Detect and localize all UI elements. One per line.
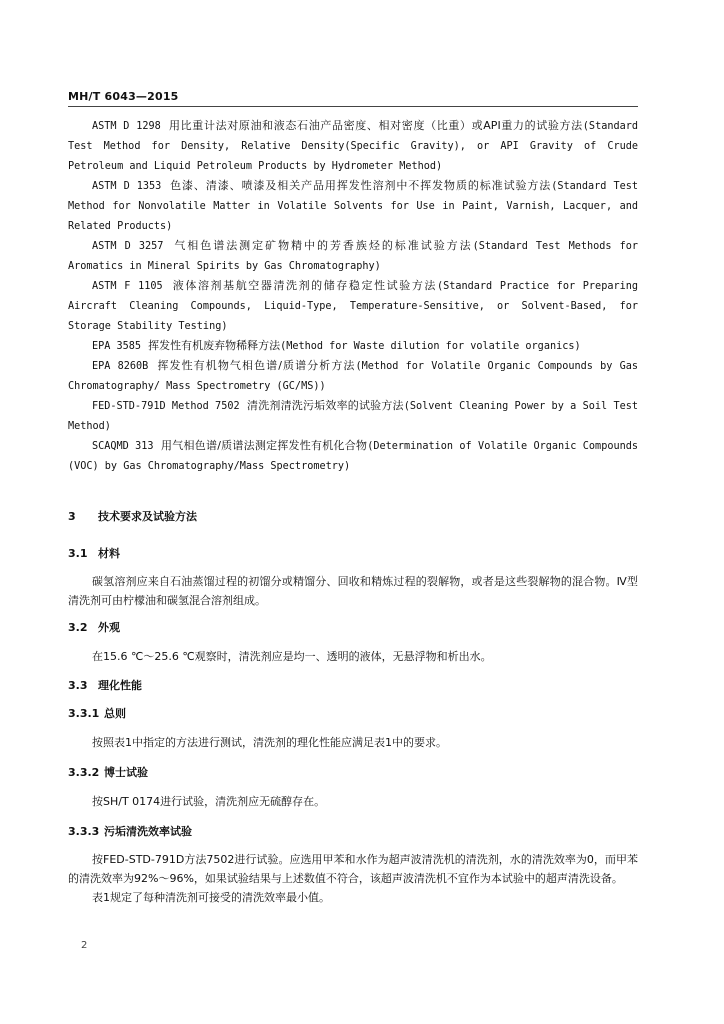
paragraph-table-reference: 表1规定了每种清洗剂可接受的清洗效率最小值。 bbox=[92, 891, 330, 904]
reference-item bbox=[68, 176, 638, 236]
section-number: 3.3 bbox=[68, 679, 88, 692]
reference-item bbox=[68, 436, 638, 476]
reference-code: EPA 3585 bbox=[92, 341, 142, 352]
section-title: 博士试验 bbox=[104, 766, 148, 779]
section-heading-3-3-1 bbox=[68, 704, 638, 723]
reference-code: SCAQMD 313 bbox=[92, 441, 154, 452]
reference-title-en: (Method for Volatile Organic Compounds by Gas Chromatography/ Mass Spectrometry (GC/MS)) bbox=[68, 361, 638, 392]
reference-title-en: (Standard Test Method for Density, Relative Density(Specific Gravity), or API Gravity of Crude Petroleum and Liquid Petroleum Products by Hydrometer Method) bbox=[68, 121, 638, 172]
section-number: 3.3.3 bbox=[68, 825, 100, 838]
reference-item bbox=[68, 276, 638, 336]
reference-item bbox=[68, 396, 638, 436]
normative-references-list bbox=[68, 116, 638, 476]
reference-code: FED-STD-791D Method 7502 bbox=[92, 401, 240, 412]
reference-code: EPA 8260B bbox=[92, 361, 149, 372]
reference-title-zh: 清洗剂清洗污垢效率的试验方法 bbox=[247, 399, 404, 412]
section-number: 3.3.2 bbox=[68, 766, 100, 779]
reference-title-zh: 挥发性有机物气相色谱/质谱分析方法 bbox=[157, 359, 356, 372]
section-heading-3 bbox=[68, 507, 638, 526]
reference-title-zh: 用比重计法对原油和液态石油产品密度、相对密度（比重）或API重力的试验方法 bbox=[169, 119, 583, 132]
reference-title-en: (Solvent Cleaning Power by a Soil Test Method) bbox=[68, 401, 639, 432]
header-divider bbox=[68, 106, 638, 107]
reference-item bbox=[68, 236, 638, 276]
section-number: 3.2 bbox=[68, 621, 88, 634]
reference-code: ASTM D 3257 bbox=[92, 241, 164, 252]
document-id-header: MH/T 6043—2015 bbox=[68, 90, 179, 103]
reference-title-zh: 用气相色谱/质谱法测定挥发性有机化合物 bbox=[161, 439, 368, 452]
paragraph-cleaning-efficiency: 按FED-STD-791D方法7502进行试验。应选用甲苯和水作为超声波清洗机的清洗剂，水的清洗效率为0，而甲苯的清洗效率为92%～96%，如果试验结果与上述数值不符合，该超声波清洗机不宜作为本试验中的超声清洗设备。 bbox=[68, 853, 638, 885]
section-heading-3-3 bbox=[68, 676, 638, 695]
paragraph-general: 按照表1中指定的方法进行测试，清洗剂的理化性能应满足表1中的要求。 bbox=[92, 736, 447, 749]
reference-title-zh: 挥发性有机废弃物稀释方法 bbox=[148, 339, 281, 352]
section-title: 技术要求及试验方法 bbox=[98, 510, 197, 523]
reference-title-en: (Standard Test Method for Nonvolatile Matter in Volatile Solvents for Use in Paint, Varnish, Lacquer, and Related Products) bbox=[68, 181, 638, 232]
reference-code: ASTM D 1353 bbox=[92, 181, 162, 192]
reference-code: ASTM F 1105 bbox=[92, 281, 163, 292]
reference-item bbox=[68, 336, 638, 356]
page-number: 2 bbox=[81, 940, 88, 951]
paragraph-materials: 碳氢溶剂应来自石油蒸馏过程的初馏分或精馏分、回收和精炼过程的裂解物，或者是这些裂解物的混合物。Ⅳ型清洗剂可由柠檬油和碳氢混合溶剂组成。 bbox=[68, 575, 638, 607]
section-title: 污垢清洗效率试验 bbox=[104, 825, 192, 838]
reference-code: ASTM D 1298 bbox=[92, 121, 161, 132]
section-title: 外观 bbox=[98, 621, 120, 634]
section-title: 材料 bbox=[98, 547, 120, 560]
reference-item bbox=[68, 116, 638, 176]
page-body bbox=[68, 116, 638, 907]
reference-title-zh: 色漆、清漆、喷漆及相关产品用挥发性溶剂中不挥发物质的标准试验方法 bbox=[170, 179, 552, 192]
section-number: 3.3.1 bbox=[68, 707, 100, 720]
reference-title-en: (Method for Waste dilution for volatile organics) bbox=[280, 341, 581, 352]
paragraph-doctor-test: 按SH/T 0174进行试验，清洗剂应无硫醇存在。 bbox=[92, 795, 326, 808]
section-number: 3 bbox=[68, 510, 76, 523]
paragraph-appearance: 在15.6 ℃～25.6 ℃观察时，清洗剂应是均一、透明的液体，无悬浮物和析出水。 bbox=[92, 650, 492, 663]
reference-title-en: (Standard Test Methods for Aromatics in Mineral Spirits by Gas Chromatography) bbox=[68, 241, 638, 272]
section-heading-3-3-3 bbox=[68, 822, 638, 841]
reference-title-en: (Standard Practice for Preparing Aircraft Cleaning Compounds, Liquid-Type, Temperature-Sensitive, or Solvent-Based, for Storage Stability Testing) bbox=[68, 281, 638, 332]
reference-title-zh: 液体溶剂基航空器清洗剂的储存稳定性试验方法 bbox=[172, 279, 437, 292]
reference-title-zh: 气相色谱法测定矿物精中的芳香族烃的标准试验方法 bbox=[174, 239, 473, 252]
reference-title-en: (Determination of Volatile Organic Compounds (VOC) by Gas Chromatography/Mass Spectrometry) bbox=[68, 441, 638, 472]
section-heading-3-2 bbox=[68, 618, 638, 637]
section-heading-3-1 bbox=[68, 544, 638, 563]
section-title: 理化性能 bbox=[98, 679, 142, 692]
section-title: 总则 bbox=[104, 707, 126, 720]
section-heading-3-3-2 bbox=[68, 763, 638, 782]
reference-item bbox=[68, 356, 638, 396]
section-number: 3.1 bbox=[68, 547, 88, 560]
